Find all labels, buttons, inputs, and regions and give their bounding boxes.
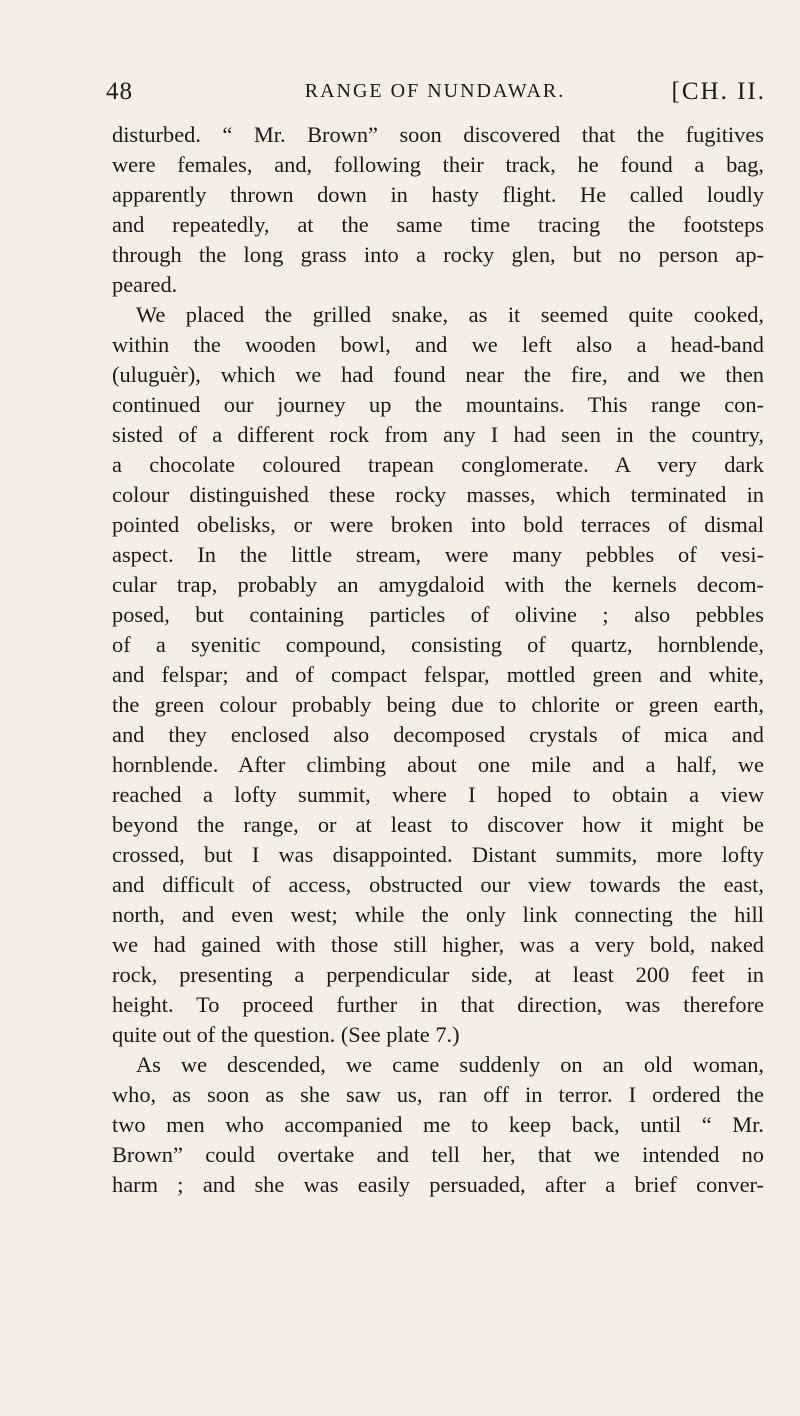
text-line: two men who accompanied me to keep back, until “ Mr. — [112, 1112, 764, 1137]
text-line: and felspar; and of compact felspar, mottled green and white, — [112, 662, 764, 687]
text-line: were females, and, following their track, he found a bag, — [112, 152, 764, 177]
text-line: and difficult of access, obstructed our view towards the east, — [112, 872, 764, 897]
page-number: 48 — [106, 78, 133, 105]
text-line: height. To proceed further in that direction, was therefore — [112, 992, 764, 1017]
text-line: cular trap, probably an amygdaloid with the kernels decom- — [112, 572, 764, 597]
text-line: within the wooden bowl, and we left also a head-band — [112, 332, 764, 357]
chapter-marker: [CH. II. — [671, 78, 766, 105]
text-line: and they enclosed also decomposed crystals of mica and — [112, 722, 764, 747]
text-line: of a syenitic compound, consisting of quartz, hornblende, — [112, 632, 764, 657]
text-line: north, and even west; while the only link connecting the hill — [112, 902, 764, 927]
text-line: As we descended, we came suddenly on an old woman, — [136, 1052, 764, 1077]
text-line: peared. — [112, 272, 178, 297]
text-line: harm ; and she was easily persuaded, after a brief conver- — [112, 1172, 764, 1197]
text-line: (uluguèr), which we had found near the fire, and we then — [112, 362, 764, 387]
text-line: a chocolate coloured trapean conglomerate. A very dark — [112, 452, 764, 477]
text-line: continued our journey up the mountains. This range con- — [112, 392, 764, 417]
text-line: aspect. In the little stream, were many pebbles of vesi- — [112, 542, 764, 567]
text-line: the green colour probably being due to chlorite or green earth, — [112, 692, 764, 717]
running-title: RANGE OF NUNDAWAR. — [304, 80, 566, 102]
text-line: we had gained with those still higher, was a very bold, naked — [112, 932, 764, 957]
text-line: beyond the range, or at least to discover how it might be — [112, 812, 764, 837]
text-line: and repeatedly, at the same time tracing the footsteps — [112, 212, 764, 237]
text-line: apparently thrown down in hasty flight. He called loudly — [112, 182, 764, 207]
text-line: who, as soon as she saw us, ran off in terror. I ordered the — [112, 1082, 764, 1107]
text-line: pointed obelisks, or were broken into bold terraces of dismal — [112, 512, 764, 537]
text-line: Brown” could overtake and tell her, that we intended no — [112, 1142, 764, 1167]
running-head — [104, 78, 766, 114]
text-line: crossed, but I was disappointed. Distant summits, more lofty — [112, 842, 764, 867]
text-line: We placed the grilled snake, as it seemed quite cooked, — [136, 302, 764, 327]
text-line: disturbed. “ Mr. Brown” soon discovered that the fugitives — [112, 122, 764, 147]
text-line: rock, presenting a perpendicular side, at least 200 feet in — [112, 962, 764, 987]
body-text — [112, 120, 764, 1200]
text-line: through the long grass into a rocky glen, but no person ap- — [112, 242, 764, 267]
text-line: hornblende. After climbing about one mile and a half, we — [112, 752, 764, 777]
text-line: sisted of a different rock from any I had seen in the country, — [112, 422, 764, 447]
text-line: reached a lofty summit, where I hoped to obtain a view — [112, 782, 764, 807]
text-line: posed, but containing particles of olivine ; also pebbles — [112, 602, 764, 627]
text-line: colour distinguished these rocky masses, which terminated in — [112, 482, 764, 507]
text-line: quite out of the question. (See plate 7.) — [112, 1022, 460, 1047]
